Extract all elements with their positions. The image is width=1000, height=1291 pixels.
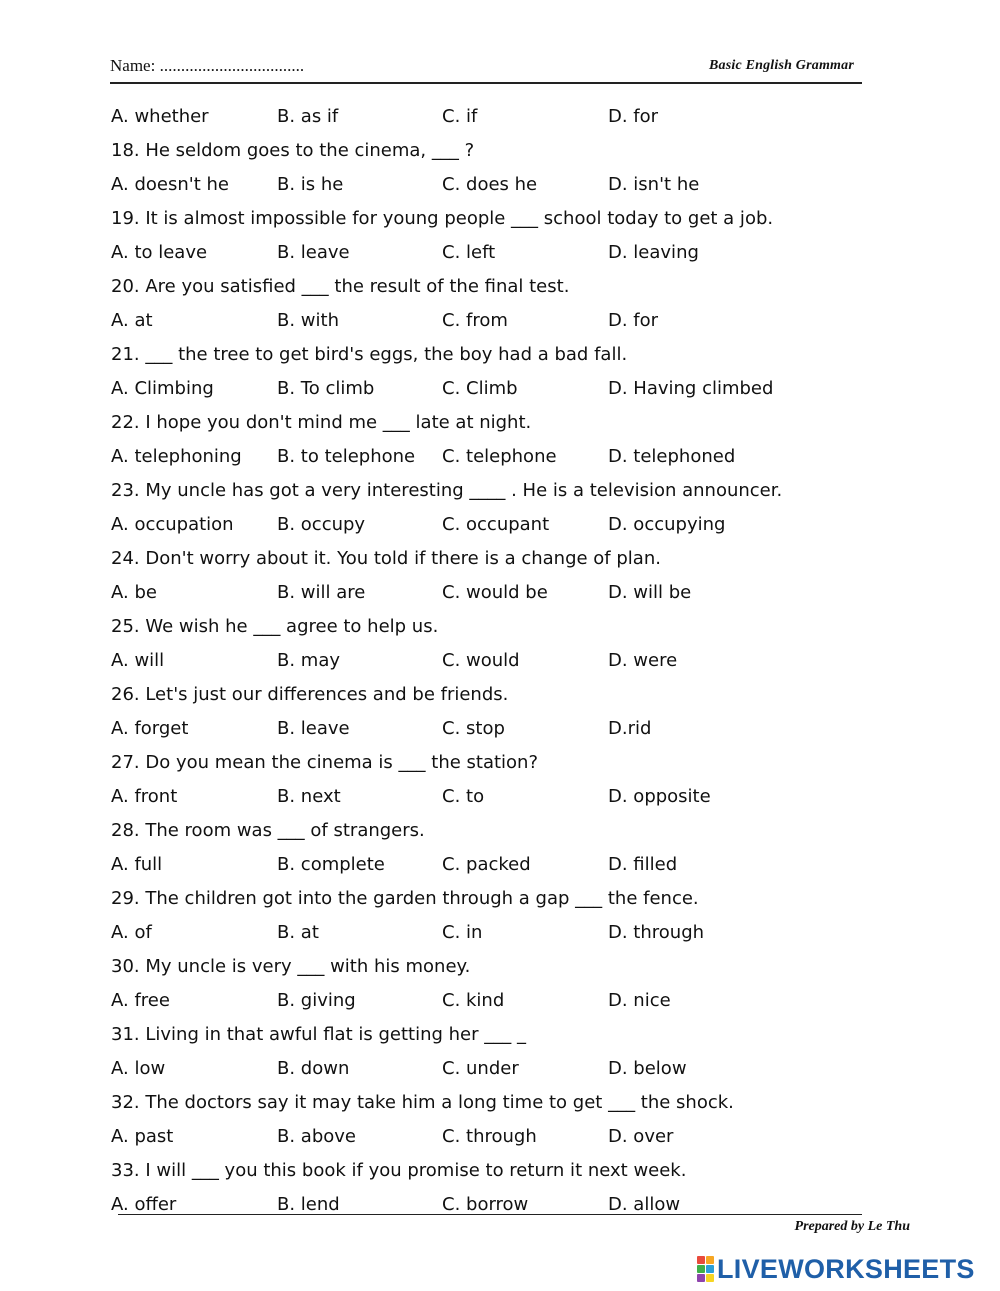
option-c: C. stop [442, 718, 505, 739]
option-b: B. giving [277, 990, 356, 1011]
lead-options-row [111, 100, 891, 134]
option-a: A. at [111, 310, 153, 331]
option-c: C. borrow [442, 1194, 529, 1215]
option-d: D. telephoned [608, 446, 736, 467]
question-text: 24. Don't worry about it. You told if there is a change of plan. [111, 548, 661, 569]
question-list [111, 100, 891, 1222]
option-d: D. allow [608, 1194, 681, 1215]
option-c: C. would be [442, 582, 548, 603]
option-a: A. to leave [111, 242, 208, 263]
option-a: A. will [111, 650, 165, 671]
option-a: A. full [111, 854, 163, 875]
option-d: D. below [608, 1058, 687, 1079]
options-row [111, 168, 891, 202]
option-d: D.rid [608, 718, 652, 739]
option-d: D. filled [608, 854, 678, 875]
question-text: 21. ___ the tree to get bird's eggs, the boy had a bad fall. [111, 344, 628, 365]
footer-divider [118, 1214, 862, 1215]
book-title: Basic English Grammar [708, 58, 854, 73]
option-a: A. doesn't he [111, 174, 229, 195]
question-text: 18. He seldom goes to the cinema, ___ ? [111, 140, 475, 161]
option-a: A. of [111, 922, 152, 943]
option-b: B. with [277, 310, 339, 331]
question-text: 23. My uncle has got a very interesting ____ . He is a television announcer. [111, 480, 783, 501]
option-a: A. whether [111, 106, 209, 127]
options-row [111, 780, 891, 814]
option-b: B. lend [277, 1194, 340, 1215]
liveworksheets-logo [697, 1254, 975, 1284]
option-b: B. at [277, 922, 319, 943]
options-row [111, 508, 891, 542]
options-row [111, 1188, 891, 1222]
logo-block [706, 1256, 714, 1264]
question-text: 28. The room was ___ of strangers. [111, 820, 425, 841]
option-c: C. left [442, 242, 496, 263]
options-row [111, 576, 891, 610]
option-d: D. over [608, 1126, 674, 1147]
options-row [111, 304, 891, 338]
option-d: D. occupying [608, 514, 726, 535]
logo-block [697, 1265, 705, 1273]
prepared-by: Prepared by Le Thu [794, 1219, 910, 1234]
option-c: C. under [442, 1058, 519, 1079]
option-a: A. free [111, 990, 170, 1011]
option-a: A. offer [111, 1194, 177, 1215]
name-field-label: Name: .................................. [110, 56, 305, 75]
option-c: C. kind [442, 990, 505, 1011]
options-row [111, 236, 891, 270]
option-b: B. occupy [277, 514, 366, 535]
option-d: D. Having climbed [608, 378, 774, 399]
option-b: B. leave [277, 718, 350, 739]
logo-block [697, 1256, 705, 1264]
option-a: A. telephoning [111, 446, 242, 467]
option-b: B. may [277, 650, 341, 671]
option-a: A. be [111, 582, 157, 603]
options-row [111, 712, 891, 746]
question-text: 27. Do you mean the cinema is ___ the station? [111, 752, 539, 773]
option-b: B. is he [277, 174, 344, 195]
option-b: B. To climb [277, 378, 375, 399]
question-text: 29. The children got into the garden through a gap ___ the fence. [111, 888, 699, 909]
option-c: C. occupant [442, 514, 550, 535]
option-c: C. telephone [442, 446, 557, 467]
option-d: D. for [608, 310, 659, 331]
option-c: C. in [442, 922, 483, 943]
option-d: D. leaving [608, 242, 699, 263]
option-c: C. would [442, 650, 520, 671]
options-row [111, 644, 891, 678]
logo-block [697, 1274, 705, 1282]
question-text: 22. I hope you don't mind me ___ late at night. [111, 412, 532, 433]
questions-container [111, 134, 891, 1222]
question-text: 25. We wish he ___ agree to help us. [111, 616, 439, 637]
question-text: 30. My uncle is very ___ with his money. [111, 956, 471, 977]
option-d: D. will be [608, 582, 692, 603]
option-b: B. leave [277, 242, 350, 263]
question-text: 31. Living in that awful flat is getting her ___ _ [111, 1024, 526, 1045]
option-c: C. if [442, 106, 478, 127]
option-b: B. to telephone [277, 446, 416, 467]
option-b: B. as if [277, 106, 339, 127]
logo-block [706, 1265, 714, 1273]
option-d: D. for [608, 106, 659, 127]
option-c: C. from [442, 310, 508, 331]
option-a: A. Climbing [111, 378, 214, 399]
question-text: 33. I will ___ you this book if you promise to return it next week. [111, 1160, 687, 1181]
page-header [110, 54, 862, 84]
option-d: D. opposite [608, 786, 711, 807]
option-d: D. isn't he [608, 174, 700, 195]
brand-name: LIVEWORKSHEETS [717, 1254, 975, 1284]
question-text: 20. Are you satisfied ___ the result of the final test. [111, 276, 570, 297]
options-row [111, 372, 891, 406]
option-a: A. low [111, 1058, 166, 1079]
option-a: A. past [111, 1126, 174, 1147]
options-row [111, 440, 891, 474]
option-a: A. front [111, 786, 178, 807]
options-row [111, 1120, 891, 1154]
option-b: B. next [277, 786, 341, 807]
options-row [111, 916, 891, 950]
option-c: C. through [442, 1126, 537, 1147]
option-c: C. to [442, 786, 485, 807]
option-b: B. complete [277, 854, 385, 875]
question-text: 32. The doctors say it may take him a long time to get ___ the shock. [111, 1092, 734, 1113]
question-text: 19. It is almost impossible for young people ___ school today to get a job. [111, 208, 774, 229]
option-a: A. forget [111, 718, 189, 739]
option-c: C. packed [442, 854, 531, 875]
option-c: C. Climb [442, 378, 518, 399]
options-row [111, 1052, 891, 1086]
options-row [111, 984, 891, 1018]
option-d: D. through [608, 922, 705, 943]
option-c: C. does he [442, 174, 538, 195]
option-d: D. were [608, 650, 678, 671]
option-b: B. above [277, 1126, 356, 1147]
option-b: B. down [277, 1058, 350, 1079]
question-text: 26. Let's just our differences and be friends. [111, 684, 509, 705]
logo-block [706, 1274, 714, 1282]
options-row [111, 848, 891, 882]
option-d: D. nice [608, 990, 671, 1011]
option-a: A. occupation [111, 514, 234, 535]
option-b: B. will are [277, 582, 366, 603]
logo-blocks-icon [697, 1256, 714, 1282]
